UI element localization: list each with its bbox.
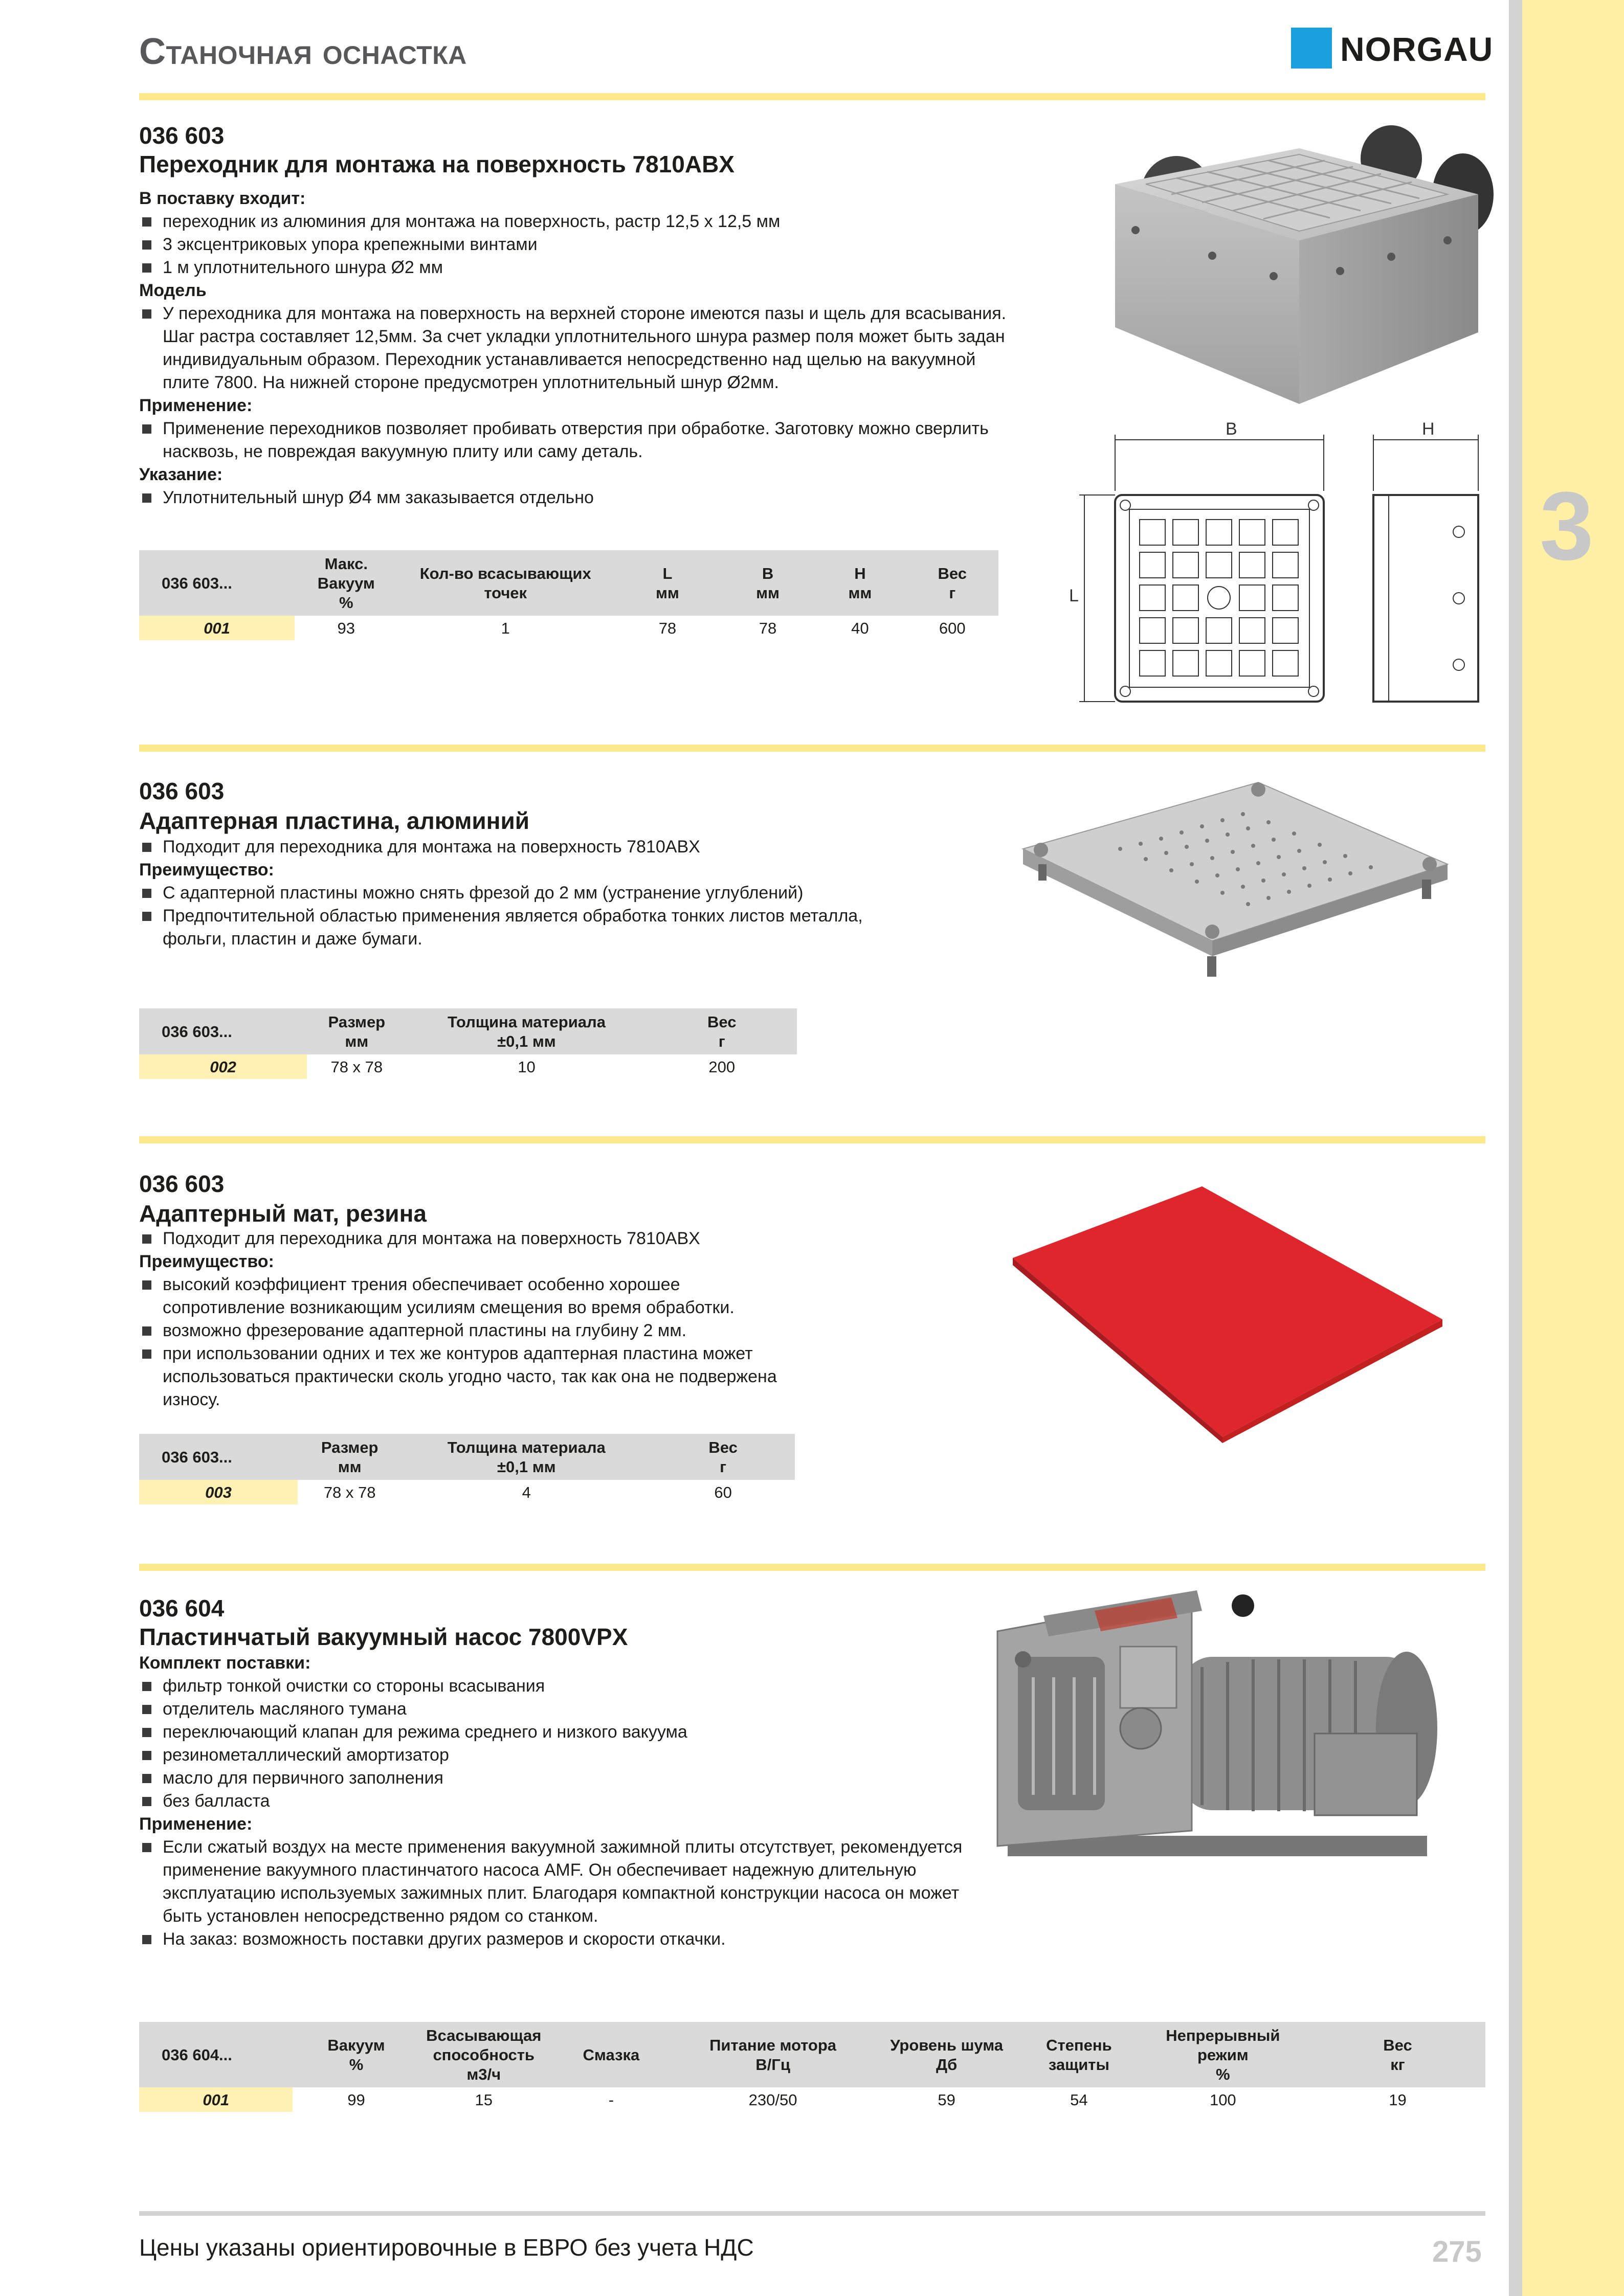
adapter-plate-image <box>1018 772 1458 1012</box>
table-cell: 60 <box>714 1483 732 1501</box>
table-cell: 40 <box>851 619 869 637</box>
table-header: 036 603... <box>139 1434 298 1480</box>
article-number-cell: 001 <box>139 2087 293 2112</box>
table-header: Вес г <box>651 1434 795 1480</box>
bullet-item: переключающий клапан для режима среднего и низкого вакуума <box>139 1721 968 1744</box>
table-header: 036 603... <box>139 1008 307 1054</box>
table-header: 036 603... <box>139 550 295 616</box>
header-rule <box>139 93 1485 100</box>
table-cell: 78 <box>759 619 777 637</box>
section-rule <box>139 1136 1485 1143</box>
table-cell: 600 <box>939 619 966 637</box>
product-title: Пластинчатый вакуумный насос 7800VPX <box>139 1624 628 1650</box>
bullet-item: Уплотнительный шнур Ø4 мм заказывается отдельно <box>139 486 1009 509</box>
footer-rule <box>139 2211 1485 2216</box>
bullet-item: 1 м уплотнительного шнура Ø2 мм <box>139 256 1009 279</box>
table-cell: 15 <box>475 2091 493 2109</box>
brand-name: NORGAU <box>1340 30 1494 68</box>
table-header: Степень защиты <box>1022 2022 1136 2087</box>
table-header: Толщина материала ±0,1 мм <box>406 1008 647 1054</box>
spec-table <box>139 1008 797 1079</box>
price-note: Цены указаны ориентировочные в ЕВРО без учета НДС <box>139 2234 754 2261</box>
bullet-item: фильтр тонкой очистки со стороны всасывания <box>139 1675 968 1698</box>
table-header: Смазка <box>548 2022 675 2087</box>
spec-table <box>139 550 998 640</box>
section-rule <box>139 1564 1485 1571</box>
table-header: Вакуум % <box>293 2022 419 2087</box>
table-cell: 100 <box>1209 2091 1236 2109</box>
table-cell: 1 <box>501 619 510 637</box>
article-number-cell: 001 <box>139 616 295 640</box>
table-header: Размер мм <box>307 1008 406 1054</box>
article-number-cell: 003 <box>139 1480 298 1504</box>
product-code: 036 604 <box>139 1595 225 1622</box>
table-header: Вес г <box>647 1008 797 1054</box>
product-description <box>139 187 1009 509</box>
bullet-item: при использовании одних и тех же контуров адаптерная пластина может использоваться практически сколь угодно часто, так как она не подвержена износу. <box>139 1342 804 1411</box>
dim-b-label: B <box>1226 419 1237 439</box>
table-header: B мм <box>722 550 814 616</box>
article-number-cell: 002 <box>139 1054 307 1079</box>
bullet-item: переходник из алюминия для монтажа на поверхность, растр 12,5 x 12,5 мм <box>139 210 1009 233</box>
table-cell: 78 x 78 <box>330 1058 383 1076</box>
dim-h-label: H <box>1422 419 1435 439</box>
technical-drawing <box>1064 419 1494 706</box>
table-header: Вес г <box>906 550 998 616</box>
page-header-title: Станочная оснастка <box>139 31 467 72</box>
bullet-item: Подходит для переходника для монтажа на поверхность 7810ABX <box>139 1227 804 1250</box>
side-tab-border <box>1509 0 1522 2296</box>
table-row <box>139 1480 795 1504</box>
product-code: 036 603 <box>139 778 225 804</box>
table-header: Питание мотора В/Гц <box>675 2022 871 2087</box>
table-cell: 59 <box>938 2091 955 2109</box>
table-cell: - <box>608 2091 614 2109</box>
dim-l-label: L <box>1069 586 1079 605</box>
table-header: Непрерывный режим % <box>1136 2022 1310 2087</box>
table-header: Вес кг <box>1310 2022 1485 2087</box>
table-row <box>139 616 998 640</box>
table-cell: 200 <box>708 1058 736 1076</box>
table-header: Толщина материала ±0,1 мм <box>402 1434 651 1480</box>
table-cell: 99 <box>347 2091 365 2109</box>
section-label: Модель <box>139 281 207 300</box>
bullet-item: У переходника для монтажа на поверхность на верхней стороне имеются пазы и щель для всасывания. Шаг растра составляет 12,5мм. За счет укладки уплотнительного шнура размер поля может быть задан индивидуальным образом. Переходник устанавливается непосредственно над щелью на вакуумной плите 7800. На нижней стороне предусмотрен уплотнительный шнур Ø2мм. <box>139 302 1009 394</box>
table-cell: 78 <box>658 619 677 637</box>
table-header: H мм <box>814 550 906 616</box>
section-label: Указание: <box>139 465 223 484</box>
bullet-item: На заказ: возможность поставки других размеров и скорости откачки. <box>139 1928 968 1951</box>
bullet-item: С адаптерной пластины можно снять фрезой до 2 мм (устранение углублений) <box>139 882 906 905</box>
bullet-item: высокий коэффициент трения обеспечивает особенно хорошее сопротивление возникающим усилиям смещения во время обработки. <box>139 1273 804 1319</box>
section-rule <box>139 745 1485 752</box>
table-header: Размер мм <box>298 1434 402 1480</box>
surface-adapter-image <box>1105 118 1494 414</box>
bullet-item: отделитель масляного тумана <box>139 1698 968 1721</box>
product-title: Адаптерный мат, резина <box>139 1200 427 1227</box>
bullet-item: масло для первичного заполнения <box>139 1767 968 1790</box>
table-cell: 54 <box>1070 2091 1088 2109</box>
bullet-item: Применение переходников позволяет пробивать отверстия при обработке. Заготовку можно сверлить насквозь, не повреждая вакуумную плиту или саму деталь. <box>139 417 1009 463</box>
brand-logo-icon <box>1291 28 1332 69</box>
table-header: 036 604... <box>139 2022 293 2087</box>
table-cell: 4 <box>522 1483 531 1501</box>
product-code: 036 603 <box>139 1170 225 1197</box>
table-header: Всасывающая способность м3/ч <box>419 2022 547 2087</box>
table-cell: 10 <box>518 1058 536 1076</box>
chapter-number: 3 <box>1540 472 1594 580</box>
table-header: Уровень шума Дб <box>871 2022 1022 2087</box>
table-row <box>139 2087 1485 2112</box>
section-label: Комплект поставки: <box>139 1653 311 1673</box>
bullet-item: Если сжатый воздух на месте применения вакуумной зажимной плиты отсутствует, рекомендуется применение вакуумного пластинчатого насоса AMF. Он обеспечивает надежную длительную эксплуатацию используемых зажимных плит. Благодаря компактной конструкции насоса он может быть установлен непосредственно рядом со станком. <box>139 1836 968 1928</box>
table-cell: 19 <box>1389 2091 1407 2109</box>
product-title: Переходник для монтажа на поверхность 7810ABX <box>139 151 735 177</box>
section-label: Преимущество: <box>139 1252 274 1271</box>
table-cell: 78 x 78 <box>323 1483 376 1501</box>
table-header: Кол-во всасывающих точек <box>397 550 613 616</box>
bullet-item: 3 эксцентриковых упора крепежными винтами <box>139 233 1009 256</box>
table-cell: 230/50 <box>748 2091 797 2109</box>
vacuum-pump-image <box>987 1590 1448 1877</box>
page-number: 275 <box>1432 2235 1482 2268</box>
table-header: Макс. Вакуум % <box>295 550 397 616</box>
bullet-item: Подходит для переходника для монтажа на поверхность 7810ABX <box>139 836 906 859</box>
table-header: L мм <box>613 550 722 616</box>
chapter-tab <box>1522 0 1624 2296</box>
section-label: Применение: <box>139 1814 253 1834</box>
spec-table <box>139 1434 795 1504</box>
bullet-item: возможно фрезерование адаптерной пластины на глубину 2 мм. <box>139 1319 804 1342</box>
section-label: Преимущество: <box>139 860 274 880</box>
bullet-item: резинометаллический амортизатор <box>139 1744 968 1767</box>
product-description <box>139 1227 804 1411</box>
product-code: 036 603 <box>139 122 225 149</box>
table-cell: 93 <box>337 619 355 637</box>
product-title: Адаптерная пластина, алюминий <box>139 807 530 834</box>
bullet-item: без балласта <box>139 1790 968 1813</box>
product-description <box>139 836 906 951</box>
section-label: В поставку входит: <box>139 189 306 208</box>
product-description <box>139 1652 968 1951</box>
rubber-mat-image <box>1008 1181 1448 1447</box>
section-label: Применение: <box>139 396 253 415</box>
bullet-item: Предпочтительной областью применения является обработка тонких листов металла, фольги, пластин и даже бумаги. <box>139 905 906 951</box>
spec-table <box>139 2022 1485 2112</box>
table-row <box>139 1054 797 1079</box>
